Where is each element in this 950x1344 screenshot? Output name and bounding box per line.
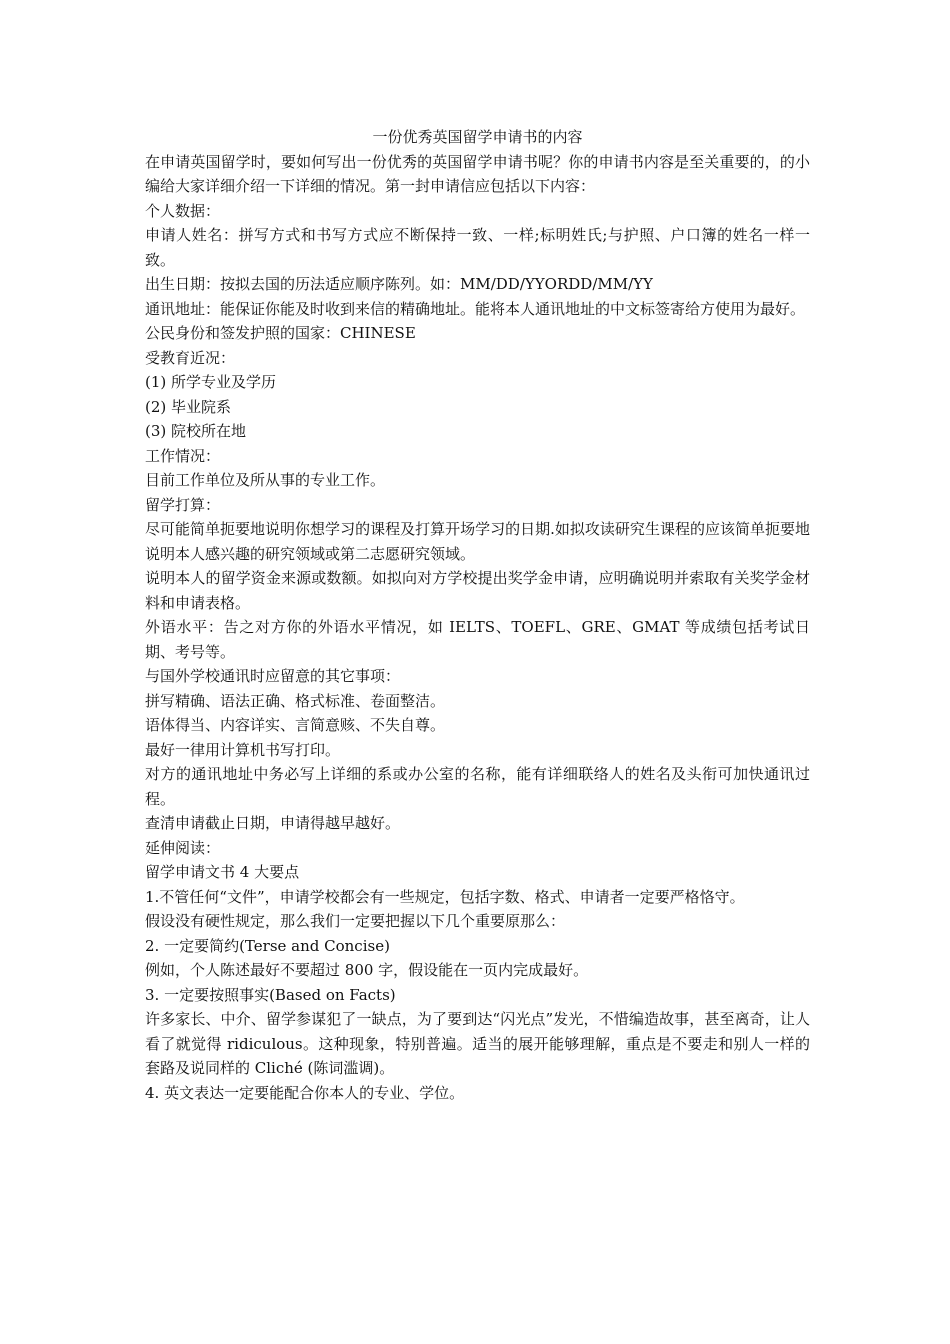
paragraph: 对方的通讯地址中务必写上详细的系或办公室的名称，能有详细联络人的姓名及头衔可加快通讯过程。 [145, 765, 810, 808]
paragraph: 与国外学校通讯时应留意的其它事项： [145, 667, 401, 685]
paragraph: 语体得当、内容详实、言简意赅、不失自尊。 [145, 716, 446, 734]
paragraph: 4. 英文表达一定要能配合你本人的专业、学位。 [145, 1083, 465, 1102]
document-title: 一份优秀英国留学申请书的内容 [372, 128, 583, 146]
paragraph: 公民身份和签发护照的国家：CHINESE [145, 324, 416, 342]
paragraph: 说明本人的留学资金来源或数额。如拟向对方学校提出奖学金申请，应明确说明并索取有关奖学金材料和申请表格。 [145, 569, 810, 612]
paragraph: 3. 一定要按照事实(Based on Facts) [145, 985, 396, 1004]
paragraph: 外语水平：告之对方你的外语水平情况，如 IELTS、TOEFL、GRE、GMAT 等成绩包括考试日期、考号等。 [145, 618, 810, 661]
paragraph: 留学打算： [145, 495, 221, 514]
paragraph: 查清申请截止日期，申请得越早越好。 [145, 814, 401, 832]
paragraph: 尽可能简单扼要地说明你想学习的课程及打算开场学习的日期.如拟攻读研究生课程的应该简单扼要地说明本人感兴趣的研究领域或第二志愿研究领域。 [145, 520, 810, 563]
paragraph: 拼写精确、语法正确、格式标准、卷面整洁。 [145, 691, 446, 710]
paragraph: 出生日期：按拟去国的历法适应顺序陈列。如：MM/DD/YYORDD/MM/YY [145, 275, 653, 293]
paragraph: 最好一律用计算机书写打印。 [145, 740, 341, 759]
paragraph: 申请人姓名：拼写方式和书写方式应不断保持一致、一样;标明姓氏;与护照、户口簿的姓名一样一致。 [145, 226, 810, 269]
document-body [145, 125, 810, 1105]
paragraph: 受教育近况： [145, 348, 236, 367]
paragraph: 在申请英国留学时，要如何写出一份优秀的英国留学申请书呢？你的申请书内容是至关重要的，的小编给大家详细介绍一下详细的情况。第一封申请信应包括以下内容： [145, 152, 810, 195]
paragraph: 通讯地址：能保证你能及时收到来信的精确地址。能将本人通讯地址的中文标签寄给方使用为最好。 [145, 299, 806, 318]
paragraph: (2) 毕业院系 [145, 397, 232, 416]
paragraph: 例如，个人陈述最好不要超过 800 字，假设能在一页内完成最好。 [145, 961, 589, 979]
paragraph: 目前工作单位及所从事的专业工作。 [145, 471, 386, 489]
paragraph: 工作情况： [145, 446, 221, 465]
paragraph: 许多家长、中介、留学参谋犯了一缺点，为了要到达“闪光点”发光，不惜编造故事，甚至离奇，让人看了就觉得 ridiculous。这种现象，特别普遍。适当的展开能够理解，重点是不要走和别人一样的套路及说同样的 Cliché (陈词滥调)。 [145, 1010, 810, 1077]
paragraph: 1.不管任何“文件”，申请学校都会有一些规定，包括字数、格式、申请者一定要严格恪守。 [145, 887, 745, 906]
paragraph: 延伸阅读： [145, 838, 221, 857]
paragraph: (3) 院校所在地 [145, 422, 247, 440]
paragraph: 假设没有硬性规定，那么我们一定要把握以下几个重要原那么： [145, 912, 566, 930]
paragraph: (1) 所学专业及学历 [145, 373, 277, 391]
paragraph-list [145, 150, 810, 1106]
paragraph: 留学申请文书 4 大要点 [145, 863, 300, 881]
paragraph: 2. 一定要简约(Terse and Concise) [145, 936, 390, 955]
paragraph: 个人数据： [145, 201, 221, 220]
